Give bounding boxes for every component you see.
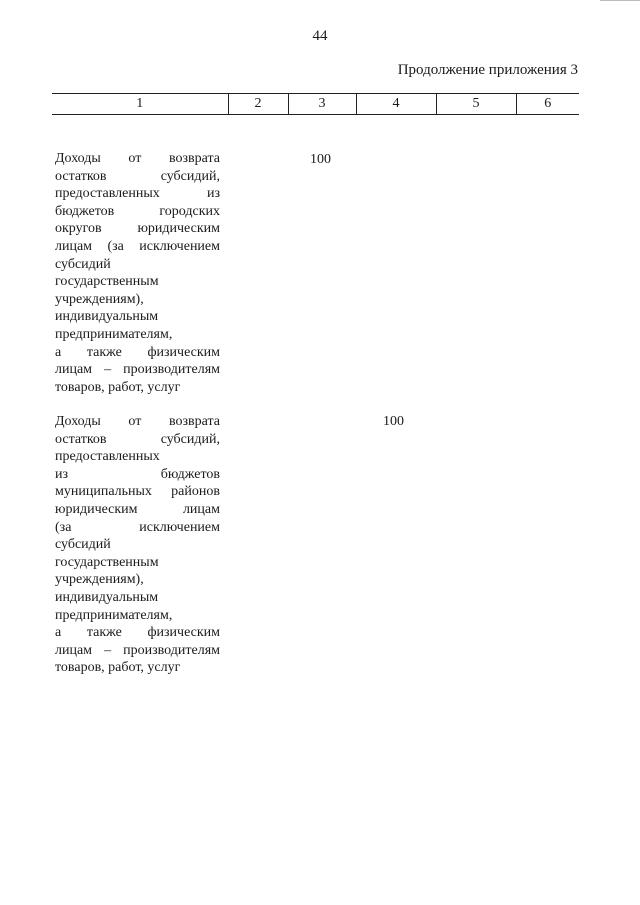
row-1-line: лицам (за исключением — [55, 238, 220, 254]
row-2-line: (за исключением — [55, 519, 220, 535]
row-2-line: предпринимателям, — [55, 607, 173, 623]
row-1-line: учреждениям), — [55, 291, 144, 307]
row-1-line: предоставленных из — [55, 186, 220, 202]
row-1-line: товаров, работ, услуг — [55, 379, 181, 395]
column-header-5: 5 — [436, 94, 516, 115]
row-1-line: лицам – производителям — [55, 362, 220, 378]
column-header-1: 1 — [52, 94, 228, 115]
row-1-line: а также физическим — [55, 344, 220, 360]
continuation-label: Продолжение приложения 3 — [397, 62, 578, 78]
row-2-line: а также физическим — [55, 625, 220, 641]
row-2-line: муниципальных районов — [55, 484, 220, 500]
row-1-line: Доходы от возврата — [55, 151, 220, 166]
column-header-2: 2 — [228, 94, 288, 115]
row-1-description — [55, 150, 220, 396]
row-2-line: государственным — [55, 554, 159, 570]
row-2-line: предоставленных — [55, 449, 160, 465]
row-1-line: индивидуальным — [55, 309, 159, 325]
row-1-line: предпринимателям, — [55, 326, 173, 342]
row-1-value: 100 — [310, 152, 331, 167]
page-number: 44 — [312, 28, 328, 44]
row-2-line: остатков субсидий, — [55, 431, 220, 447]
column-header-6: 6 — [516, 94, 579, 115]
row-1-line: остатков субсидий, — [55, 168, 220, 184]
row-2-value: 100 — [383, 414, 404, 429]
column-header-3: 3 — [288, 94, 356, 115]
column-header-4: 4 — [356, 94, 436, 115]
row-2-line: юридическим лицам — [55, 501, 220, 517]
column-header-table — [52, 93, 579, 115]
page-top-edge — [600, 0, 640, 3]
row-2-line: товаров, работ, услуг — [55, 660, 181, 676]
column-header-row — [52, 94, 579, 115]
row-2-line: субсидий — [55, 537, 111, 553]
row-2-line: Доходы от возврата — [55, 414, 220, 429]
row-2-line: индивидуальным — [55, 589, 159, 605]
row-1-line: бюджетов городских — [55, 203, 220, 219]
row-1-line: субсидий — [55, 256, 111, 272]
row-2-line: учреждениям), — [55, 572, 144, 588]
row-2-line: лицам – производителям — [55, 642, 220, 658]
row-2-description — [55, 413, 220, 677]
row-1-line: государственным — [55, 274, 159, 290]
row-2-line: из бюджетов — [55, 466, 220, 482]
row-1-line: округов юридическим — [55, 221, 220, 237]
